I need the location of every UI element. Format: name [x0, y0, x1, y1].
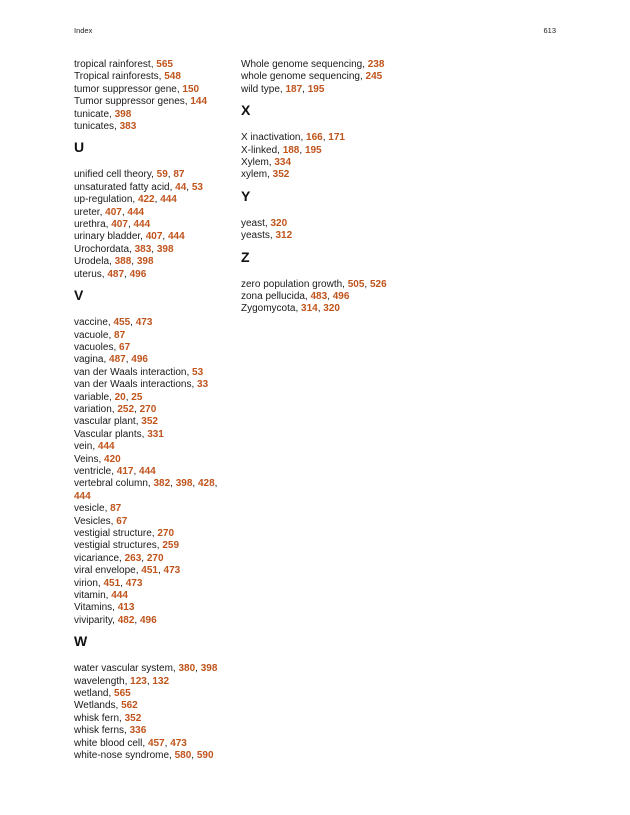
- index-term: urethra,: [74, 219, 112, 231]
- page-reference-link[interactable]: 496: [332, 291, 350, 303]
- index-entry: [74, 379, 234, 391]
- index-entry: [74, 503, 234, 515]
- page-reference-link[interactable]: 444: [97, 441, 115, 453]
- page-reference-link[interactable]: 444: [111, 590, 128, 602]
- page-reference-link[interactable]: 352: [124, 712, 142, 724]
- page-reference-link[interactable]: 270: [146, 552, 164, 564]
- index-entry: [74, 71, 234, 83]
- index-entry: [74, 602, 234, 614]
- index-entry: Urochordata, 383, 398: [74, 243, 174, 255]
- page-reference-link[interactable]: 67: [116, 515, 128, 527]
- index-term: vicariance,: [74, 552, 125, 564]
- index-term: up-regulation,: [74, 194, 138, 206]
- index-term: zero population growth,: [241, 278, 348, 290]
- index-entry: Zygomycota, 314, 320: [241, 303, 340, 315]
- index-term: zona pellucida,: [241, 291, 311, 303]
- page-reference-link[interactable]: 422: [137, 194, 155, 206]
- index-letter-heading: Z: [241, 248, 250, 265]
- page-reference-link[interactable]: 482: [117, 614, 135, 626]
- index-entry: water vascular system, 380, 398: [74, 663, 218, 675]
- page-reference-link[interactable]: 144: [190, 96, 208, 108]
- index-term: water vascular system,: [74, 663, 179, 675]
- page-reference-link[interactable]: 565: [114, 688, 131, 700]
- page-reference-link[interactable]: 320: [323, 303, 340, 315]
- index-term: wavelength,: [74, 675, 131, 687]
- index-column-right: [241, 59, 411, 316]
- page-reference-link[interactable]: 270: [157, 528, 175, 539]
- index-term: tunicates,: [74, 121, 120, 133]
- index-term: vestigial structures,: [74, 540, 163, 552]
- index-entry: ureter, 407, 444: [74, 206, 145, 218]
- page-reference-link[interactable]: 407: [145, 231, 163, 243]
- page-reference-link[interactable]: 487: [109, 354, 126, 366]
- index-term: van der Waals interaction,: [74, 366, 193, 378]
- index-entry: virion, 451, 473: [74, 577, 143, 589]
- page-reference-link[interactable]: 33: [197, 379, 209, 391]
- index-term: vertebral column,: [74, 478, 154, 490]
- index-term: uterus,: [74, 268, 108, 280]
- page-reference-link[interactable]: 87: [110, 503, 122, 515]
- index-entry: [74, 84, 234, 96]
- index-entry: [74, 516, 234, 528]
- index-entry: wild type, 187, 195: [241, 83, 325, 95]
- section-title: Index: [74, 26, 93, 35]
- page-reference-link[interactable]: 473: [163, 565, 181, 577]
- page-reference-link[interactable]: 407: [111, 219, 128, 231]
- page-reference-link[interactable]: 398: [114, 108, 132, 120]
- index-letter-heading: W: [74, 633, 88, 650]
- index-entry: [74, 688, 234, 700]
- page-reference-link[interactable]: 505: [347, 278, 365, 290]
- index-term: Whole genome sequencing,: [241, 59, 368, 70]
- index-term: Urodela,: [74, 256, 115, 268]
- index-entry: urinary bladder, 407, 444: [74, 231, 185, 243]
- page-reference-link[interactable]: 150: [182, 83, 200, 95]
- index-term: whisk ferns,: [74, 725, 130, 737]
- page-reference-link[interactable]: 548: [164, 71, 181, 83]
- page-reference-link[interactable]: 444: [74, 490, 91, 502]
- page-reference-link[interactable]: 388: [114, 256, 132, 268]
- page-reference-link[interactable]: 580: [174, 750, 192, 762]
- index-term: ventricle,: [74, 465, 117, 477]
- page-reference-link[interactable]: 320: [270, 217, 288, 229]
- index-entry: ventricle, 417, 444: [74, 465, 156, 477]
- index-term: vestigial structure,: [74, 528, 158, 539]
- page-reference-link[interactable]: 420: [104, 453, 121, 465]
- index-term: tropical rainforest,: [74, 59, 157, 70]
- page-reference-link[interactable]: 336: [129, 725, 147, 737]
- index-entry: [74, 454, 234, 466]
- index-term: virion,: [74, 577, 104, 589]
- page-reference-link[interactable]: 166: [306, 132, 323, 144]
- page-reference-link[interactable]: 526: [369, 278, 387, 290]
- page-reference-link[interactable]: 407: [105, 206, 122, 218]
- page-reference-link[interactable]: 473: [135, 317, 153, 329]
- index-term: Vitamins,: [74, 602, 118, 614]
- index-term: yeasts,: [241, 230, 276, 242]
- index-entry: [74, 416, 234, 428]
- page-reference-link[interactable]: 398: [200, 663, 218, 675]
- index-entry: [74, 367, 234, 379]
- page-reference-link[interactable]: 188: [282, 144, 300, 156]
- page-reference-link[interactable]: 417: [116, 465, 134, 477]
- index-entry: [74, 528, 234, 540]
- index-entry: wavelength, 123, 132: [74, 675, 170, 687]
- page-reference-link[interactable]: 444: [127, 206, 145, 218]
- index-term: vacuole,: [74, 329, 115, 341]
- page-reference-link[interactable]: 123: [130, 675, 147, 687]
- index-entry: [241, 59, 411, 71]
- page-reference-link[interactable]: 473: [125, 577, 143, 589]
- page-reference-link[interactable]: 444: [167, 231, 185, 243]
- page-reference-link[interactable]: 398: [175, 478, 193, 490]
- page-reference-link[interactable]: 195: [307, 83, 325, 95]
- index-term: tumor suppressor gene,: [74, 83, 183, 95]
- page-reference-link[interactable]: 457: [147, 737, 165, 749]
- page-reference-link[interactable]: 398: [136, 256, 154, 268]
- index-term: Vesicles,: [74, 515, 117, 527]
- page-reference-link[interactable]: 380: [178, 663, 196, 675]
- index-term: Vascular plants,: [74, 428, 148, 440]
- page-reference-link[interactable]: 444: [160, 194, 177, 206]
- index-entry: X-linked, 188, 195: [241, 144, 322, 156]
- index-entry: viral envelope, 451, 473: [74, 565, 181, 577]
- index-letter-heading: U: [74, 139, 85, 156]
- index-term: ureter,: [74, 206, 106, 218]
- index-term: Veins,: [74, 453, 105, 465]
- index-entry: up-regulation, 422, 444: [74, 194, 177, 206]
- page-reference-link[interactable]: 455: [113, 317, 131, 329]
- index-entry: [241, 218, 411, 230]
- page-reference-link[interactable]: 187: [285, 83, 303, 95]
- page-reference-link[interactable]: 565: [156, 59, 173, 70]
- page-reference-link[interactable]: 487: [107, 268, 125, 280]
- page-reference-link[interactable]: 87: [114, 329, 126, 341]
- page-reference-link[interactable]: 331: [147, 428, 164, 440]
- index-entry: [74, 330, 234, 342]
- page-reference-link[interactable]: 270: [139, 403, 157, 415]
- page-reference-link[interactable]: 428: [197, 478, 215, 490]
- page-reference-link[interactable]: 44: [175, 181, 187, 193]
- index-entry: viviparity, 482, 496: [74, 614, 157, 626]
- index-entry: [74, 700, 234, 712]
- index-term: viviparity,: [74, 614, 118, 626]
- index-term: vein,: [74, 441, 98, 453]
- index-letter-heading: Y: [241, 187, 251, 204]
- page-reference-link[interactable]: 473: [170, 737, 187, 749]
- page-reference-link[interactable]: 562: [121, 700, 138, 712]
- page-reference-link[interactable]: 314: [301, 303, 318, 315]
- page-reference-link[interactable]: 383: [134, 243, 152, 255]
- index-term: vacuoles,: [74, 341, 120, 353]
- page-reference-link[interactable]: 263: [124, 552, 142, 564]
- page-reference-link[interactable]: 53: [192, 366, 204, 378]
- index-entry: vagina, 487, 496: [74, 354, 148, 366]
- page-reference-link[interactable]: 132: [152, 675, 170, 687]
- page-reference-link[interactable]: 352: [272, 169, 290, 181]
- page-reference-link[interactable]: 383: [119, 121, 137, 133]
- page-reference-link[interactable]: 496: [131, 354, 148, 366]
- index-term: unified cell theory,: [74, 169, 157, 181]
- index-entry: vaccine, 455, 473: [74, 317, 153, 329]
- index-entry: [74, 590, 234, 602]
- index-term: variation,: [74, 403, 118, 415]
- index-entry: variation, 252, 270: [74, 403, 157, 415]
- index-term: white-nose syndrome,: [74, 750, 175, 762]
- page-reference-link[interactable]: 67: [119, 341, 131, 353]
- index-entry: vertebral column, 382, 398, 428, 444: [74, 478, 218, 502]
- page-reference-link[interactable]: 382: [153, 478, 171, 490]
- index-term: urinary bladder,: [74, 231, 146, 243]
- page-reference-link[interactable]: 590: [196, 750, 214, 762]
- index-term: whisk fern,: [74, 712, 125, 724]
- index-term: tunicate,: [74, 108, 115, 120]
- index-entry: Urodela, 388, 398: [74, 256, 154, 268]
- index-term: X-linked,: [241, 144, 283, 156]
- index-entry: vicariance, 263, 270: [74, 552, 164, 564]
- index-term: white blood cell,: [74, 737, 148, 749]
- index-entry: [74, 429, 234, 441]
- index-letter-heading: X: [241, 102, 251, 119]
- index-term: Zygomycota,: [241, 303, 302, 315]
- index-term: vitamin,: [74, 590, 112, 602]
- index-entry: [74, 441, 234, 453]
- index-term: yeast,: [241, 217, 271, 229]
- page-reference-link[interactable]: 444: [139, 465, 156, 477]
- index-entry: [74, 342, 234, 354]
- page-number: 613: [543, 26, 556, 35]
- page-reference-link[interactable]: 87: [173, 169, 185, 181]
- index-entry: [74, 713, 234, 725]
- page-reference-link[interactable]: 25: [131, 391, 143, 403]
- index-term: wetland,: [74, 688, 115, 700]
- page-reference-link[interactable]: 444: [133, 219, 151, 231]
- index-term: van der Waals interactions,: [74, 379, 198, 391]
- index-term: Wetlands,: [74, 700, 122, 712]
- index-term: Xylem,: [241, 157, 275, 169]
- page-reference-link[interactable]: 20: [114, 391, 126, 403]
- index-term: vagina,: [74, 354, 110, 366]
- page-reference-link[interactable]: 59: [156, 169, 168, 181]
- page-reference-link[interactable]: 451: [103, 577, 121, 589]
- page-reference-link[interactable]: 312: [275, 230, 293, 242]
- running-header: [74, 26, 556, 35]
- index-letter-heading: V: [74, 287, 84, 304]
- index-term: viral envelope,: [74, 565, 142, 577]
- page-reference-link[interactable]: 259: [162, 540, 180, 552]
- page-reference-link[interactable]: 352: [141, 416, 158, 428]
- index-term: vesicle,: [74, 503, 111, 515]
- index-entry: [241, 71, 411, 83]
- index-term: whole genome sequencing,: [241, 71, 366, 83]
- index-column-left: [74, 59, 234, 763]
- index-term: variable,: [74, 391, 115, 403]
- index-term: Urochordata,: [74, 243, 135, 255]
- index-term: X inactivation,: [241, 132, 307, 144]
- index-entry: uterus, 487, 496: [74, 268, 147, 280]
- index-entry: [74, 59, 234, 71]
- index-entry: zona pellucida, 483, 496: [241, 291, 350, 303]
- index-entry: white-nose syndrome, 580, 590: [74, 750, 214, 762]
- index-entry: [241, 230, 411, 242]
- index-term: xylem,: [241, 169, 273, 181]
- page-reference-link[interactable]: 451: [141, 565, 158, 577]
- index-entry: [241, 169, 411, 181]
- index-term: Tropical rainforests,: [74, 71, 165, 83]
- index-entry: [74, 109, 234, 121]
- page-reference-link[interactable]: 245: [365, 71, 383, 83]
- index-entry: [74, 96, 234, 108]
- page-reference-link[interactable]: 413: [117, 602, 135, 614]
- index-term: unsaturated fatty acid,: [74, 181, 176, 193]
- page-reference-link[interactable]: 496: [129, 268, 147, 280]
- page-reference-link[interactable]: 483: [310, 291, 328, 303]
- page-reference-link[interactable]: 195: [304, 144, 322, 156]
- index-entry: white blood cell, 457, 473: [74, 737, 187, 749]
- index-term: wild type,: [241, 83, 286, 95]
- index-term: vascular plant,: [74, 416, 142, 428]
- index-entry: [241, 157, 411, 169]
- index-entry: [74, 540, 234, 552]
- index-entry: [74, 121, 234, 133]
- index-entry: zero population growth, 505, 526: [241, 278, 387, 290]
- index-entry: [74, 725, 234, 737]
- page-reference-link[interactable]: 252: [117, 403, 135, 415]
- index-entry: urethra, 407, 444: [74, 219, 151, 231]
- page-reference-link[interactable]: 496: [139, 614, 157, 626]
- index-term: Tumor suppressor genes,: [74, 96, 191, 108]
- index-term: vaccine,: [74, 317, 114, 329]
- page-reference-link[interactable]: 334: [274, 157, 292, 169]
- page-reference-link[interactable]: 398: [156, 243, 174, 255]
- index-entry: unified cell theory, 59, 87: [74, 169, 185, 181]
- index-entry: X inactivation, 166, 171: [241, 132, 345, 144]
- index-entry: variable, 20, 25: [74, 391, 143, 403]
- page-reference-link[interactable]: 171: [328, 132, 345, 144]
- page-reference-link[interactable]: 238: [367, 59, 385, 70]
- page-reference-link[interactable]: 53: [191, 181, 203, 193]
- index-entry: unsaturated fatty acid, 44, 53: [74, 181, 203, 193]
